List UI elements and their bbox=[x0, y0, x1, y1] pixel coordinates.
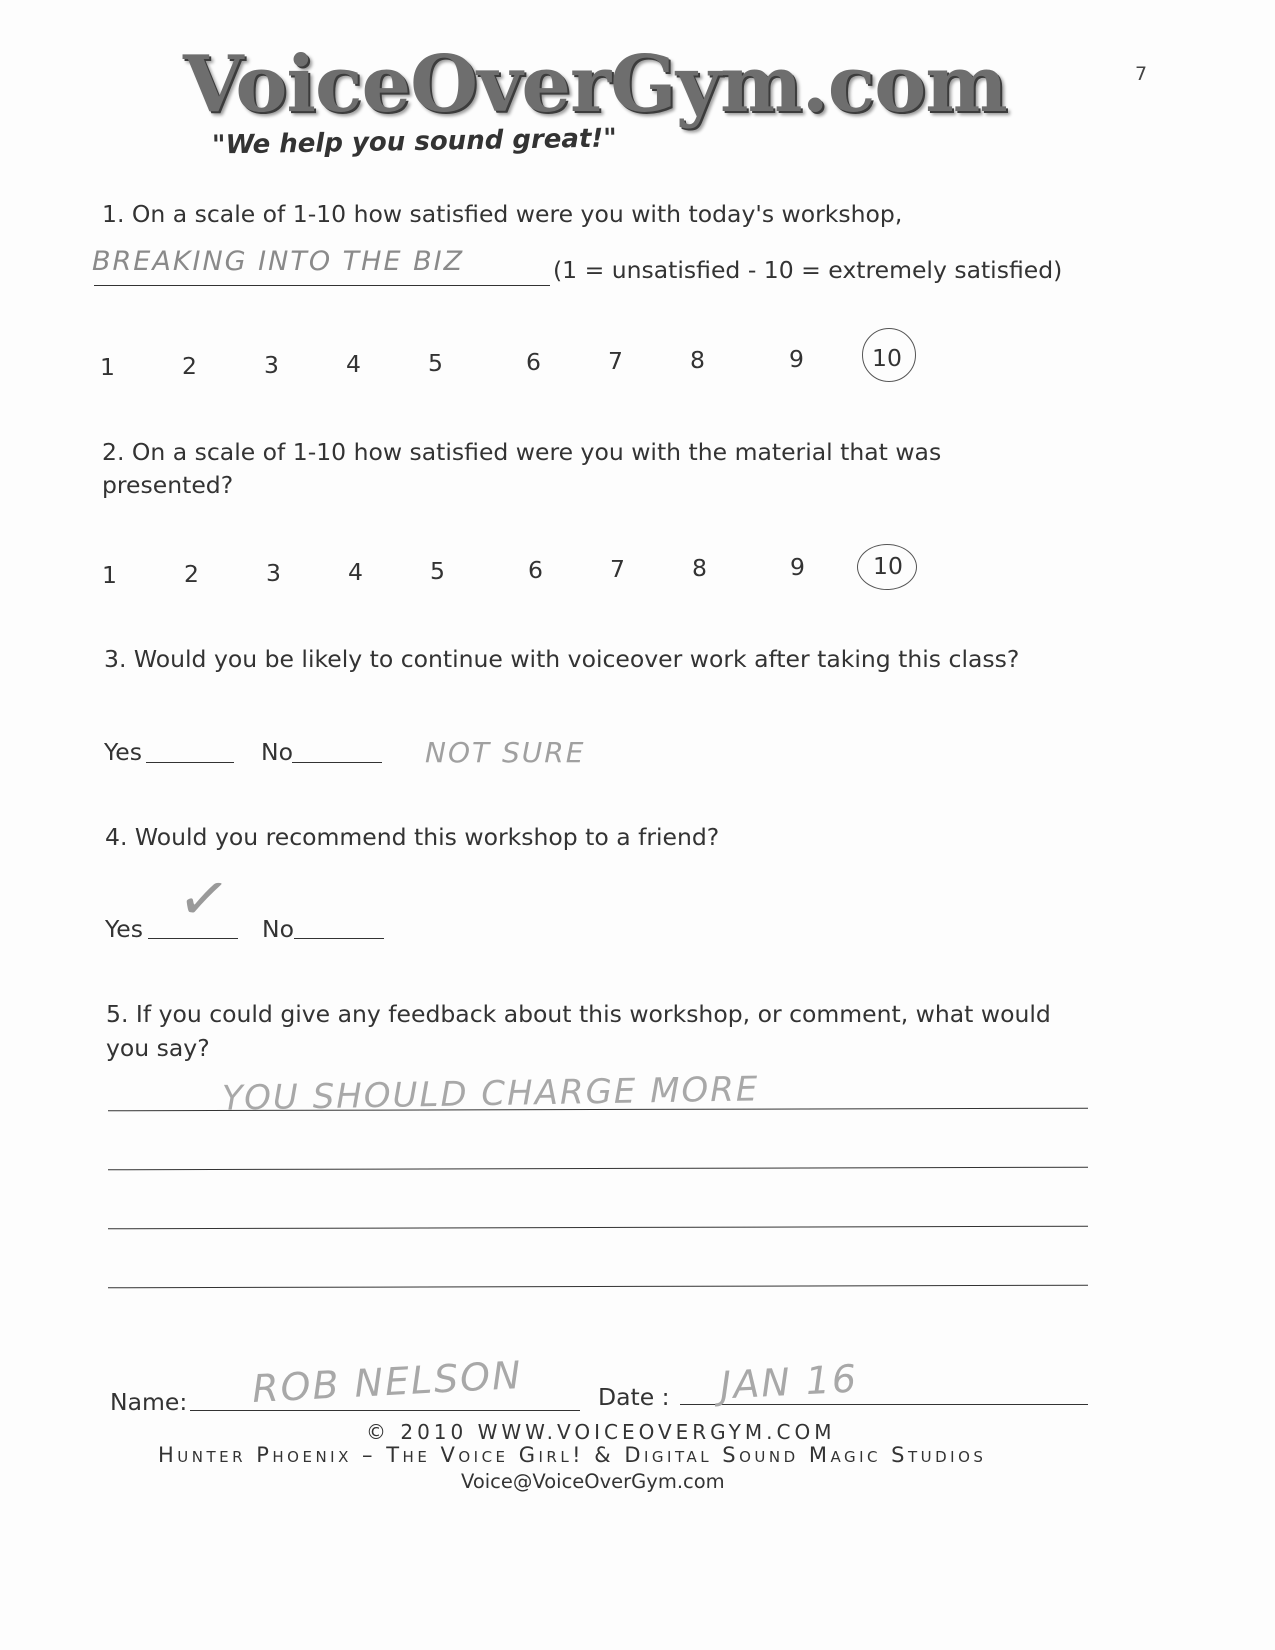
q1-option-2[interactable]: 2 bbox=[182, 352, 197, 380]
question-5-line1: 5. If you could give any feedback about this workshop, or comment, what would bbox=[106, 1000, 1051, 1028]
q1-option-4[interactable]: 4 bbox=[346, 350, 361, 378]
q2-option-10[interactable]: 10 bbox=[873, 552, 903, 580]
q2-option-6[interactable]: 6 bbox=[528, 556, 543, 584]
name-handwritten: ROB NELSON bbox=[251, 1352, 524, 1412]
tagline: "We help you sound great!" bbox=[211, 123, 618, 161]
q1-option-5[interactable]: 5 bbox=[428, 349, 443, 377]
q2-option-7[interactable]: 7 bbox=[610, 555, 625, 583]
feedback-line-3[interactable] bbox=[108, 1226, 1088, 1230]
q1-option-6[interactable]: 6 bbox=[526, 348, 541, 376]
date-label: Date : bbox=[598, 1383, 670, 1411]
q4-no-label: No bbox=[262, 915, 294, 943]
feedback-line-4[interactable] bbox=[108, 1285, 1088, 1289]
footer-email[interactable]: Voice@VoiceOverGym.com bbox=[461, 1470, 725, 1493]
q4-checkmark-icon: ✓ bbox=[173, 858, 235, 939]
page-number: 7 bbox=[1135, 63, 1148, 85]
date-handwritten: JAN 16 bbox=[718, 1356, 860, 1408]
q3-yes-line[interactable] bbox=[146, 762, 234, 763]
workshop-name-handwritten: BREAKING INTO THE BIZ bbox=[92, 246, 465, 277]
q2-selection-circle bbox=[857, 544, 917, 590]
q2-option-5[interactable]: 5 bbox=[430, 557, 445, 585]
q1-option-8[interactable]: 8 bbox=[690, 346, 705, 374]
q1-option-9[interactable]: 9 bbox=[789, 345, 804, 373]
q2-option-4[interactable]: 4 bbox=[348, 558, 363, 586]
q3-no-line[interactable] bbox=[292, 762, 382, 763]
question-5-line2: you say? bbox=[106, 1034, 210, 1062]
scale-note: (1 = unsatisfied - 10 = extremely satisfied) bbox=[553, 256, 1063, 284]
question-2-line2: presented? bbox=[102, 471, 234, 499]
name-label: Name: bbox=[110, 1388, 188, 1416]
question-4: 4. Would you recommend this workshop to a friend? bbox=[105, 823, 720, 851]
q5-handwritten-answer: YOU SHOULD CHARGE MORE bbox=[221, 1069, 760, 1119]
q3-yes-label: Yes bbox=[104, 738, 142, 766]
voiceovergym-logo: VoiceOverGym.com bbox=[183, 39, 1007, 130]
q1-option-1[interactable]: 1 bbox=[100, 353, 115, 381]
workshop-name-line bbox=[94, 285, 550, 286]
q2-option-8[interactable]: 8 bbox=[692, 554, 707, 582]
q1-option-3[interactable]: 3 bbox=[264, 351, 279, 379]
q2-option-1[interactable]: 1 bbox=[102, 561, 117, 589]
q1-option-10[interactable]: 10 bbox=[872, 344, 902, 372]
q4-yes-label: Yes bbox=[105, 915, 143, 943]
feedback-line-2[interactable] bbox=[108, 1167, 1088, 1171]
q4-no-line[interactable] bbox=[294, 938, 384, 939]
question-1: 1. On a scale of 1-10 how satisfied were you with today's workshop, bbox=[102, 200, 903, 228]
question-2-line1: 2. On a scale of 1-10 how satisfied were you with the material that was bbox=[102, 438, 942, 466]
q2-option-2[interactable]: 2 bbox=[184, 560, 199, 588]
q2-option-9[interactable]: 9 bbox=[790, 553, 805, 581]
footer-credits: Hunter Phoenix – The Voice Girl! & Digital Sound Magic Studios bbox=[158, 1443, 987, 1467]
q2-option-3[interactable]: 3 bbox=[266, 559, 281, 587]
q3-no-label: No bbox=[261, 738, 293, 766]
q1-selection-circle bbox=[862, 328, 916, 382]
name-line[interactable] bbox=[190, 1410, 580, 1411]
question-3: 3. Would you be likely to continue with voiceover work after taking this class? bbox=[104, 645, 1020, 673]
q1-option-7[interactable]: 7 bbox=[608, 347, 623, 375]
q3-handwritten-answer: NOT SURE bbox=[425, 736, 586, 769]
footer-copyright: © 2010 WWW.VOICEOVERGYM.COM bbox=[366, 1420, 836, 1444]
